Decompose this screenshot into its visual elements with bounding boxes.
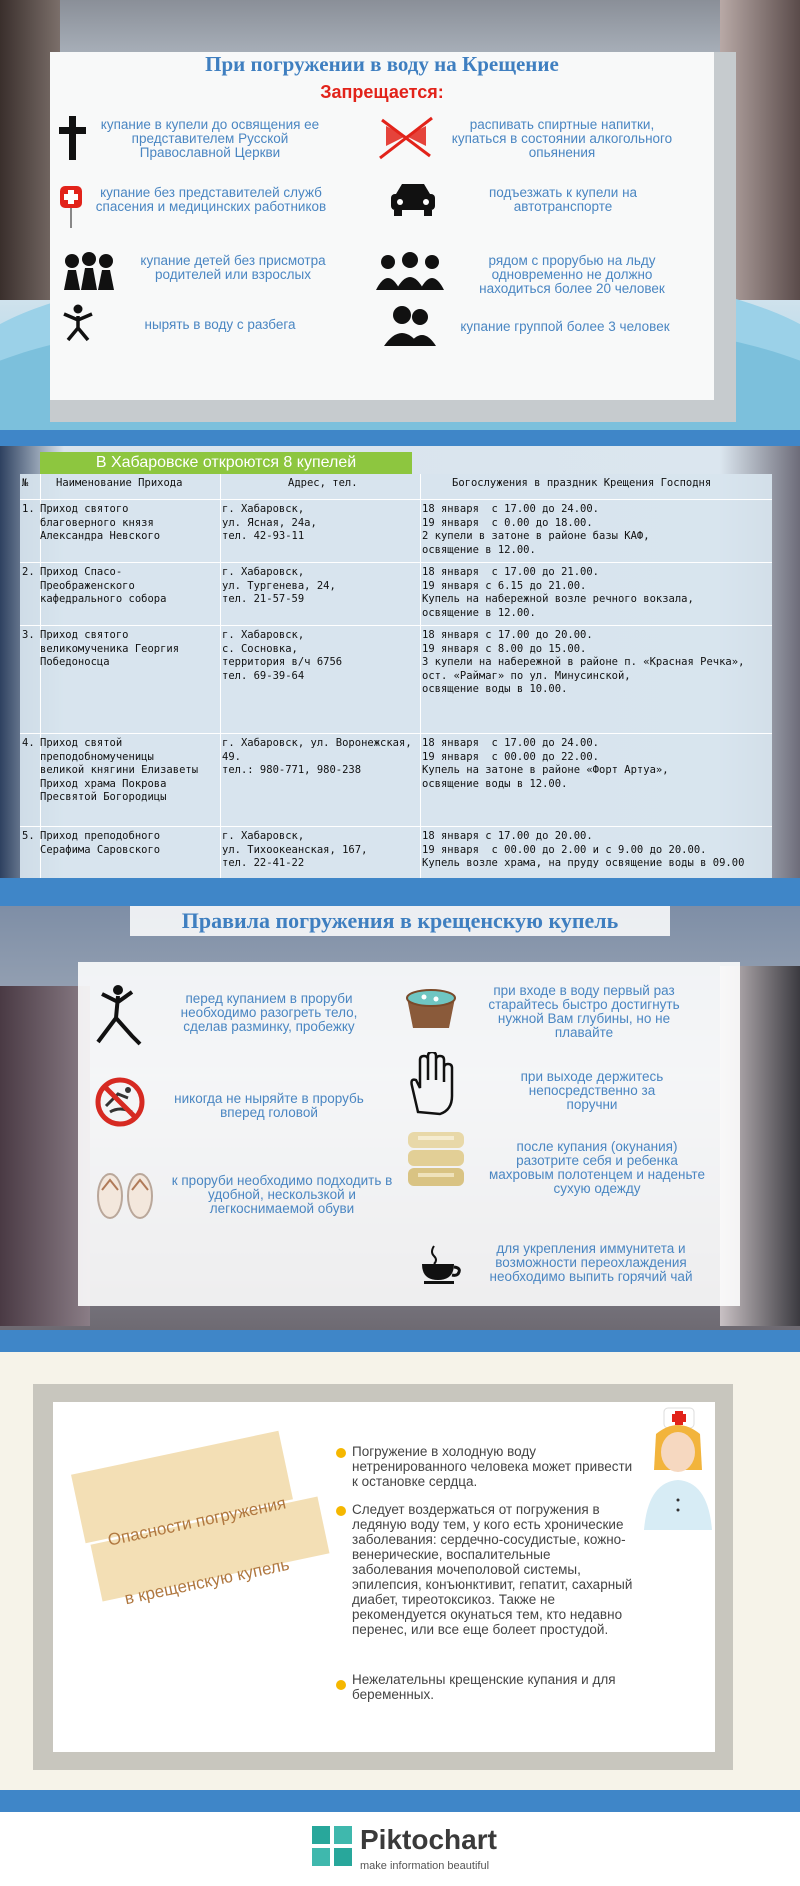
danger-bullet: Нежелательны крещенские купания и для беременных. — [352, 1672, 616, 1702]
table-cell-number: 3. — [22, 629, 35, 641]
water-basin-icon — [404, 988, 458, 1034]
forbidden-item-text: рядом с прорубью на льду одновременно не должно находиться более 20 человек — [479, 253, 665, 296]
table-cell-name: Приход святого великомученика Георгия Победоносца — [40, 629, 180, 668]
blue-band — [0, 1330, 800, 1352]
table-cell-number: 5. — [22, 830, 35, 842]
no-diving-icon — [94, 1076, 146, 1128]
forbidden-item-text: купание детей без присмотра родителей или взрослых — [140, 253, 326, 282]
forbidden-heading: Запрещается: — [320, 82, 444, 102]
table-cell-name: Приход святого благоверного князя Александра Невского — [40, 503, 161, 542]
forbidden-item-text: купание группой более 3 человек — [460, 319, 670, 334]
table-cell-number: 4. — [22, 737, 35, 749]
forbidden-item-text: нырять в воду с разбега — [144, 317, 296, 332]
forbidden-section-title: При погружении в воду на Крещение — [205, 52, 559, 76]
danger-bullet: Погружение в холодную воду нетренированного человека может привести к остановке сердца. — [352, 1444, 633, 1489]
table-cell-number: 1. — [22, 503, 35, 515]
table-cell-name: Приход святой преподобномученицы великой княгини Елизаветы Приход храма Покрова Пресвятой Богородицы — [40, 737, 199, 803]
table-cell-name: Приход преподобного Серафима Саровского — [40, 830, 161, 856]
table-cell-services: 18 января с 17.00 до 24.00. 19 января с 0.00 до 18.00. 2 купели в затоне в районе базы КАФ, освящение в 12.00. — [422, 503, 650, 556]
no-alcohol-icon — [378, 116, 434, 160]
forbidden-item-text: купание в купели до освящения ее представителем Русской Православной Церкви — [100, 117, 320, 160]
stretching-person-icon — [92, 984, 142, 1050]
rule-item-text: после купания (окунания) разотрите себя и ребенка махровым полотенцем и наденьте сухую одежду — [489, 1139, 705, 1196]
table-header-cell: Наименование Прихода — [56, 477, 183, 489]
piktochart-logo-icon — [312, 1826, 352, 1866]
bullet-dot — [336, 1506, 346, 1516]
children-icon — [60, 252, 118, 292]
rule-item-text: к проруби необходимо подходить в удобной, нескользкой и легкоснимаемой обуви — [171, 1173, 393, 1216]
nurse-icon — [640, 1406, 716, 1530]
table-cell-name: Приход Спасо- Преображенского кафедрального собора — [40, 566, 167, 605]
table-header-row — [20, 474, 772, 494]
table-cell-services: 18 января с 17.00 до 20.00. 19 января с 8.00 до 15.00. 3 купели на набережной в районе п. «Красная Речка», ост. «Раймаг» по ул. Минусинской, освящение воды в 10.00. — [422, 629, 745, 695]
towels-icon — [404, 1126, 468, 1192]
crowd-icon — [374, 252, 446, 292]
cross-icon — [56, 116, 90, 160]
forbidden-panel — [50, 52, 736, 422]
table-cell-address: г. Хабаровск, с. Сосновка, территория в/ч 6756 тел. 69-39-64 — [222, 629, 343, 682]
table-cell-services: 18 января с 17.00 до 24.00. 19 января с 00.00 до 22.00. Купель на затоне в районе «Форт Артуа», освящение воды в 12.00. — [422, 737, 669, 790]
table-header-cell: № — [22, 477, 29, 489]
blue-band — [0, 1790, 800, 1812]
piktochart-tagline: make information beautiful — [360, 1860, 490, 1872]
car-icon — [388, 180, 438, 218]
danger-bullet: Следует воздержаться от погружения в ледяную воду тем, у кого есть хронические заболевания: сердечно-сосудистые, кожно-венерические, воспалительные заболевания мочеполовой системы, эпилепсия, конъюнктивит, гепатит, сахарный диабет, тиреотоксикоз. Также не рекомендуется окунаться тем, кто недавно перенес, или все еще болеет простудой. — [352, 1502, 633, 1637]
hand-icon — [404, 1052, 458, 1116]
table-cell-address: г. Хабаровск, ул. Ясная, 24а, тел. 42-93-11 — [222, 503, 317, 542]
rule-item-text: для укрепления иммунитета и возможности переохлаждения необходимо выпить горячий чай — [489, 1241, 693, 1284]
rule-item-text: перед купанием в проруби необходимо разогреть тело, сделав разминку, пробежку — [180, 991, 358, 1034]
table-section-title: В Хабаровске откроются 8 купелей — [40, 452, 412, 474]
bullet-dot — [336, 1448, 346, 1458]
rule-item-text: никогда не ныряйте в прорубь вперед головой — [174, 1091, 364, 1120]
rule-item-text: при выходе держитесь непосредственно за поручни — [520, 1069, 664, 1112]
parishes-table — [20, 474, 772, 880]
piktochart-logo-text: Piktochart — [360, 1824, 497, 1855]
table-row — [20, 625, 772, 732]
table-row — [20, 562, 772, 627]
forbidden-item-text: подъезжать к купели на автотранспорте — [488, 185, 638, 214]
bullet-dot — [336, 1680, 346, 1690]
rule-item-text: при входе в воду первый раз старайтесь быстро достигнуть нужной Вам глубины, но не плавайте — [488, 983, 680, 1040]
table-cell-address: г. Хабаровск, ул. Воронежская, 49. тел.: 980-771, 980-238 — [222, 737, 412, 776]
blue-band — [0, 878, 800, 906]
table-cell-services: 18 января с 17.00 до 21.00. 19 января с 6.15 до 21.00. Купель на набережной возле речного вокзала, освящение в 12.00. — [422, 566, 694, 619]
table-row — [20, 499, 772, 564]
blue-band — [0, 430, 800, 446]
table-header-cell: Богослужения в праздник Крещения Господня — [452, 477, 712, 489]
rules-section-title: Правила погружения в крещенскую купель — [130, 906, 670, 936]
dangers-title-line1: Опасности погружения — [106, 1493, 288, 1550]
flip-flops-icon — [94, 1168, 158, 1220]
table-cell-number: 2. — [22, 566, 35, 578]
forbidden-item-text: распивать спиртные напитки, купаться в состоянии алкогольного опьянения — [451, 117, 673, 160]
hot-tea-icon — [420, 1244, 462, 1284]
table-header-cell: Адрес, тел. — [288, 477, 358, 489]
table-cell-address: г. Хабаровск, ул. Тургенева, 24, тел. 21-57-59 — [222, 566, 336, 605]
dangers-title-line2: в крещенскую купель — [122, 1554, 291, 1609]
table-row — [20, 733, 772, 832]
table-row — [20, 826, 772, 881]
forbidden-item-text: купание без представителей служб спасения и медицинских работников — [95, 185, 327, 214]
group-icon — [382, 304, 438, 346]
rescue-badge-icon — [58, 184, 84, 228]
crowd-photo-left — [0, 986, 90, 1326]
jumping-person-icon — [62, 304, 94, 342]
table-cell-address: г. Хабаровск, ул. Тихоокеанская, 167, тел. 22-41-22 — [222, 830, 368, 869]
table-cell-services: 18 января с 17.00 до 20.00. 19 января с 00.00 до 2.00 и с 9.00 до 20.00. Купель возле храма, на пруду освящение воды в 09.00 — [422, 830, 745, 869]
